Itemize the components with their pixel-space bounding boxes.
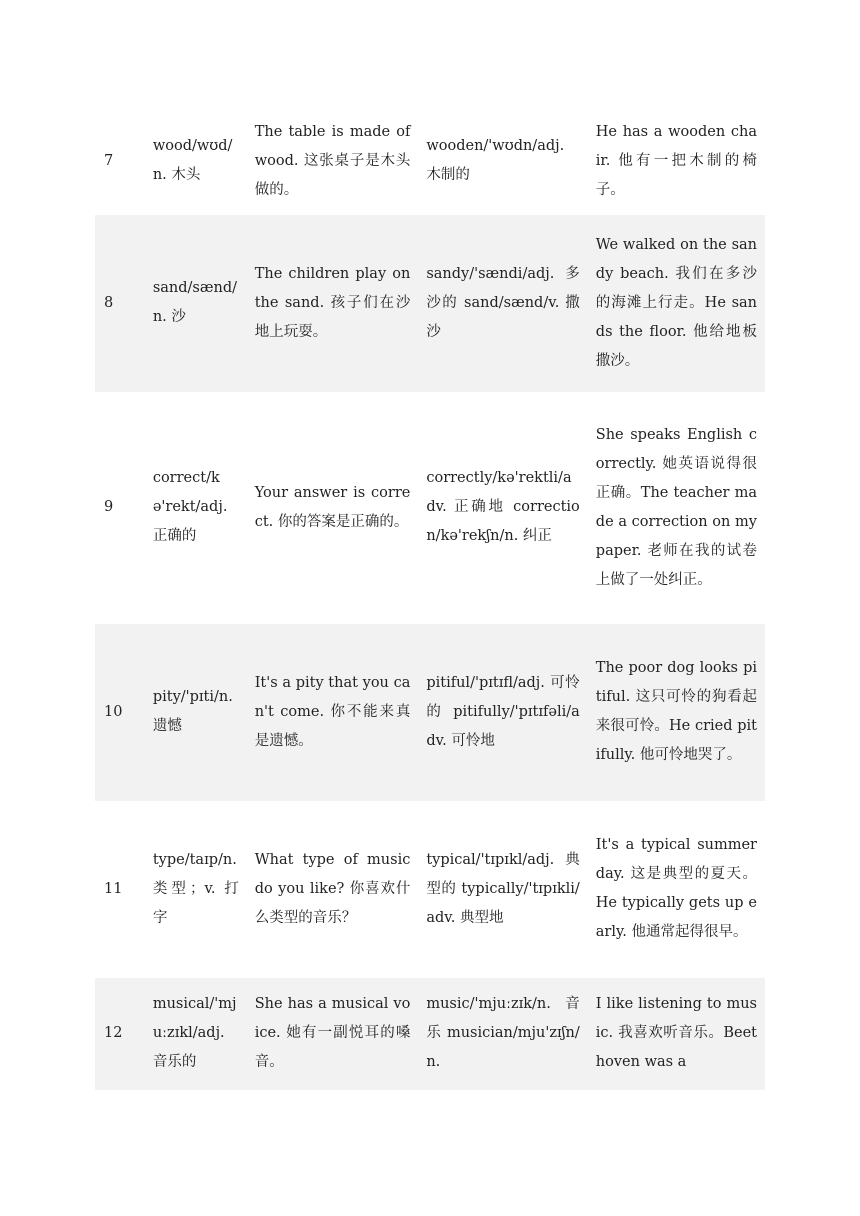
table-row	[95, 392, 765, 624]
word-cell: pity/'pɪti/n. 遗憾	[145, 624, 247, 801]
table-row	[95, 978, 765, 1090]
derived-example-cell: She speaks English correctly. 她英语说得很正确。The teacher made a correction on my paper. 老师在我的试卷上做了一处纠正。	[595, 426, 757, 588]
row-number: 7	[104, 152, 114, 169]
example-cell: It's a pity that you can't come. 你不能来真是遗憾。	[247, 624, 419, 801]
derived-example-cell: He has a wooden chair. 他有一把木制的椅子。	[595, 123, 757, 198]
derived-word-cell: wooden/'wʊdn/adj. 木制的	[426, 138, 565, 183]
example-cell: The table is made of wood. 这张桌子是木头做的。	[254, 123, 411, 198]
example-cell: Your answer is correct. 你的答案是正确的。	[254, 484, 411, 530]
word-cell: wood/wʊd/n. 木头	[152, 138, 233, 183]
derived-example-cell: We walked on the sandy beach. 我们在多沙的海滩上行走。He sands the floor. 他给地板撒沙。	[588, 215, 765, 392]
derived-word-cell: correctly/kə'rektli/adv. 正确地 correction/kə'rekʃn/n. 纠正	[426, 470, 580, 544]
row-number: 8	[95, 215, 145, 392]
word-cell: correct/kə'rekt/adj. 正确的	[152, 470, 228, 544]
word-cell: sand/sænd/n. 沙	[145, 215, 247, 392]
word-cell: type/taɪp/n. 类型；v. 打字	[152, 851, 239, 926]
row-number: 11	[104, 880, 123, 897]
vocabulary-table	[95, 108, 765, 1090]
table-row	[95, 215, 765, 392]
row-number: 12	[95, 978, 145, 1090]
table-row	[95, 108, 765, 215]
example-cell: What type of music do you like? 你喜欢什么类型的音乐？	[254, 851, 411, 926]
derived-word-cell: sandy/'sændi/adj. 多沙的 sand/sænd/v. 撒沙	[418, 215, 587, 392]
derived-example-cell: The poor dog looks pitiful. 这只可怜的狗看起来很可怜。He cried pitifully. 他可怜地哭了。	[588, 624, 765, 801]
example-cell: She has a musical voice. 她有一副悦耳的嗓音。	[247, 978, 419, 1090]
row-number: 10	[95, 624, 145, 801]
word-cell: musical/'mjuːzɪkl/adj. 音乐的	[145, 978, 247, 1090]
derived-word-cell: typical/'tɪpɪkl/adj. 典型的 typically/'tɪpɪkli/adv. 典型地	[426, 851, 580, 926]
table-row	[95, 801, 765, 978]
table-row	[95, 624, 765, 801]
derived-example-cell: It's a typical summer day. 这是典型的夏天。He typically gets up early. 他通常起得很早。	[595, 837, 757, 940]
derived-example-cell: I like listening to music. 我喜欢听音乐。Beethoven was a	[588, 978, 765, 1090]
derived-word-cell: music/'mjuːzɪk/n. 音乐 musician/mju'zɪʃn/n.	[418, 978, 587, 1090]
example-cell: The children play on the sand. 孩子们在沙地上玩耍。	[247, 215, 419, 392]
derived-word-cell: pitiful/'pɪtɪfl/adj. 可怜的 pitifully/'pɪtɪfəli/adv. 可怜地	[418, 624, 587, 801]
row-number: 9	[104, 499, 114, 515]
